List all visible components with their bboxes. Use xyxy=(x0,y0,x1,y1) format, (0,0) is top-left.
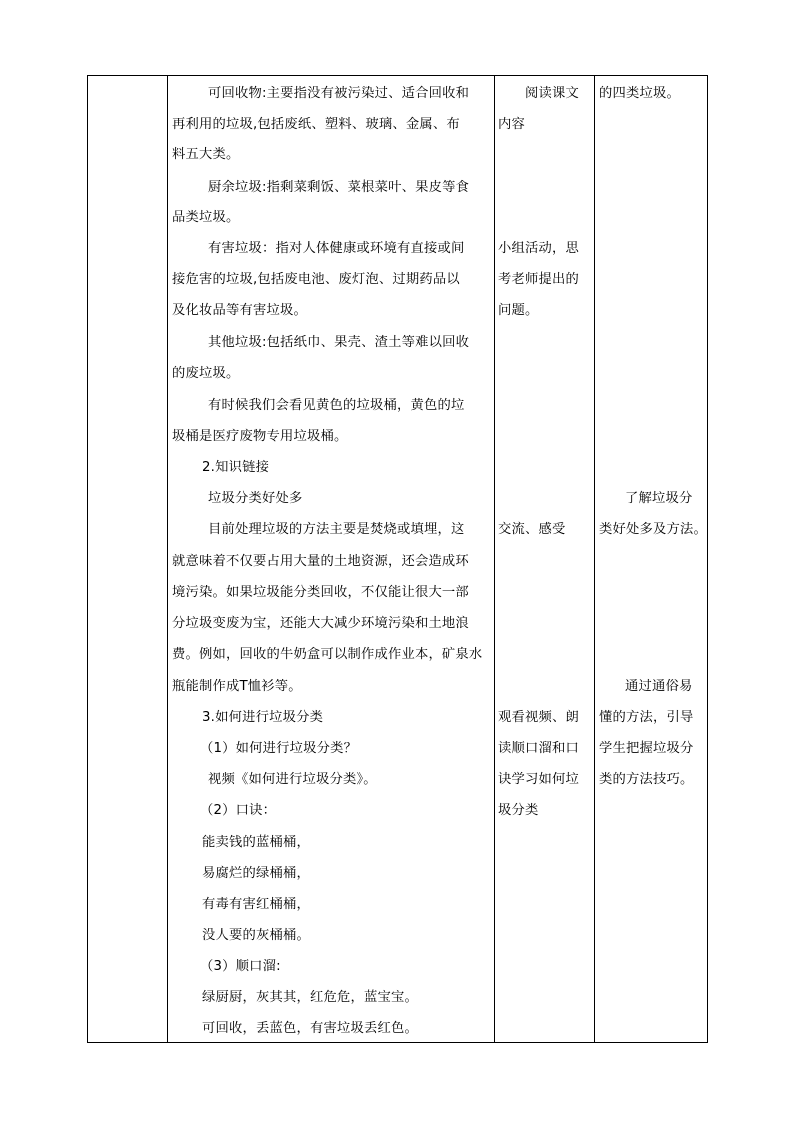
content-line: （1）如何进行垃圾分类？ xyxy=(200,741,358,756)
intent-line: 懂的方法，引导 xyxy=(599,710,694,725)
table-row xyxy=(88,76,708,1043)
empty-first-column xyxy=(88,76,168,1043)
content-line: 瓶能制作成T恤衫等。 xyxy=(172,679,302,694)
lesson-plan-table xyxy=(87,75,708,1043)
activity-line: 观看视频、朗 xyxy=(498,710,579,725)
student-activity-column xyxy=(495,76,595,1043)
content-line: 能卖钱的蓝桶桶， xyxy=(202,835,310,850)
content-line: 目前处理垃圾的方法主要是焚烧或填埋，这 xyxy=(208,522,465,537)
intent-line: 学生把握垃圾分 xyxy=(599,741,694,756)
content-line: 视频《如何进行垃圾分类》。 xyxy=(208,772,377,787)
section-heading: 2.知识链接 xyxy=(202,460,270,475)
intent-line: 的四类垃圾。 xyxy=(599,86,680,101)
content-line: 料五大类。 xyxy=(172,147,240,162)
intent-line: 了解垃圾分 xyxy=(625,491,693,506)
content-line: 垃圾分类好处多 xyxy=(208,491,303,506)
content-line: 厨余垃圾:指剩菜剩饭、菜根菜叶、果皮等食 xyxy=(208,180,470,195)
content-line: 可回收物:主要指没有被污染过、适合回收和 xyxy=(208,86,470,101)
content-line: 费。例如，回收的牛奶盒可以制作成作业本，矿泉水 xyxy=(172,647,483,662)
content-line: 就意味着不仅要占用大量的土地资源，还会造成环 xyxy=(172,554,469,569)
activity-line: 考老师提出的 xyxy=(498,272,579,287)
activity-line: 问题。 xyxy=(498,303,539,318)
section-heading: 3.如何进行垃圾分类 xyxy=(202,710,324,725)
teaching-content-column xyxy=(168,76,495,1043)
activity-line: 读顺口溜和口 xyxy=(498,741,579,756)
content-line: 有毒有害红桶桶， xyxy=(202,897,310,912)
activity-line: 诀学习如何垃 xyxy=(498,772,579,787)
activity-line: 内容 xyxy=(498,117,525,132)
activity-line: 阅读课文 xyxy=(525,86,579,101)
content-line: 品类垃圾。 xyxy=(172,210,240,225)
content-line: 没人要的灰桶桶。 xyxy=(202,928,310,943)
content-line: 圾桶是医疗废物专用垃圾桶。 xyxy=(172,429,348,444)
content-line: 其他垃圾:包括纸巾、果壳、渣土等难以回收 xyxy=(208,335,470,350)
intent-line: 通过通俗易 xyxy=(625,679,693,694)
content-line: 分垃圾变废为宝，还能大大减少环境污染和土地浪 xyxy=(172,616,469,631)
content-line: 有害垃圾：指对人体健康或环境有直接或间 xyxy=(208,241,465,256)
intent-line: 类好处多及方法。 xyxy=(599,522,707,537)
activity-line: 小组活动，思 xyxy=(498,241,579,256)
content-line: 可回收，丢蓝色，有害垃圾丢红色。 xyxy=(202,1021,418,1036)
design-intent-column xyxy=(595,76,708,1043)
content-line: 易腐烂的绿桶桶， xyxy=(202,866,310,881)
activity-line: 交流、感受 xyxy=(498,522,566,537)
content-line: 及化妆品等有害垃圾。 xyxy=(172,303,307,318)
activity-line: 圾分类 xyxy=(498,803,539,818)
content-line: （3）顺口溜: xyxy=(200,959,281,974)
content-line: 绿厨厨，灰其其，红危危，蓝宝宝。 xyxy=(202,990,418,1005)
content-line: 接危害的垃圾,包括废电池、废灯泡、过期药品以 xyxy=(172,272,460,287)
content-line: 再利用的垃圾,包括废纸、塑料、玻璃、金属、布 xyxy=(172,117,460,132)
content-line: 有时候我们会看见黄色的垃圾桶，黄色的垃 xyxy=(208,398,465,413)
content-line: 的废垃圾。 xyxy=(172,366,240,381)
intent-line: 类的方法技巧。 xyxy=(599,772,694,787)
content-line: （2）口诀： xyxy=(200,803,277,818)
content-line: 境污染。如果垃圾能分类回收，不仅能让很大一部 xyxy=(172,585,469,600)
